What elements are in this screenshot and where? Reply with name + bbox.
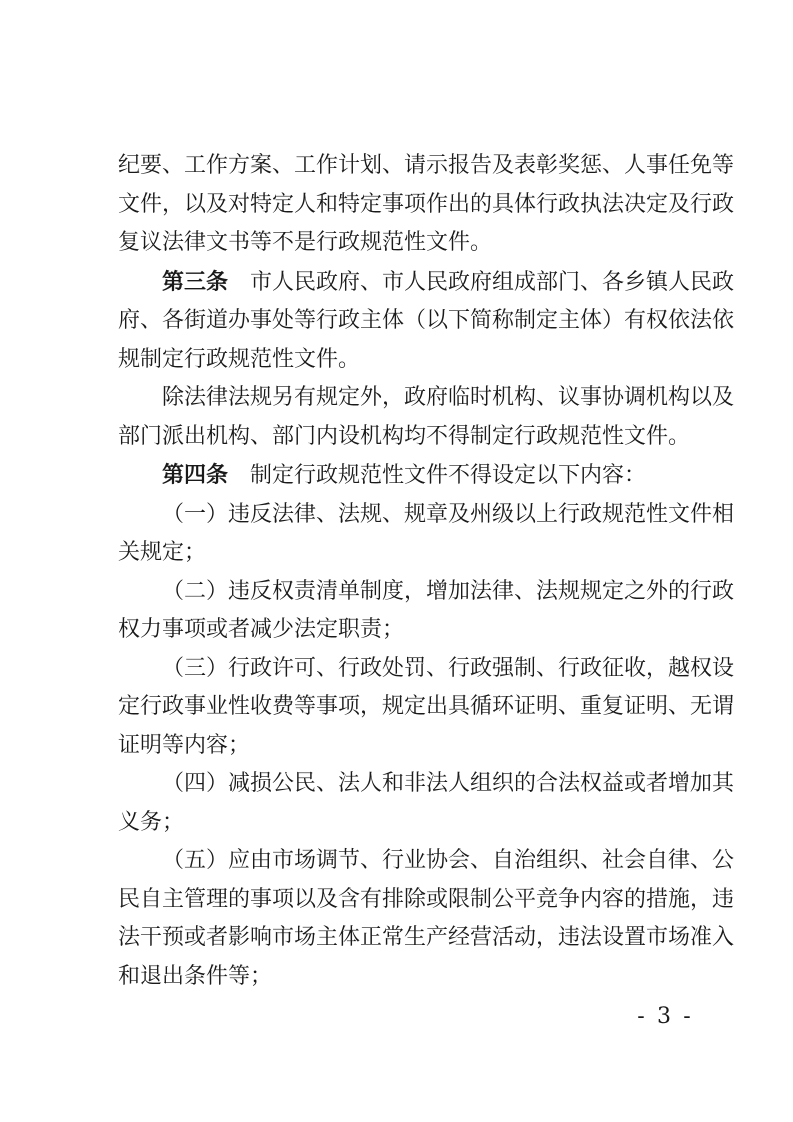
text-line: 复议法律文书等不是行政规范性文件。 [118,230,493,255]
article-3-text: 市人民政府、市人民政府组成部门、各乡镇人民政 [228,269,735,295]
text-line: 和退出条件等； [118,963,273,989]
article-4-line [118,456,690,496]
article-3-line [118,263,735,303]
text-line: 证明等内容； [118,732,251,758]
list-item-3: （三）行政许可、行政处罚、行政强制、行政征收，越权设 [162,655,735,681]
text-line: 法干预或者影响市场主体正常生产经营活动，违法设置市场准入 [118,925,735,950]
text-line: 部门派出机构、部门内设机构均不得制定行政规范性文件。 [118,423,691,449]
text-line: 文件，以及对特定人和特定事项作出的具体行政执法决定及行政 [118,191,735,217]
article-4-text: 制定行政规范性文件不得设定以下内容： [228,463,647,488]
page-number [635,1002,693,1032]
text-line: 规制定行政规范性文件。 [118,346,361,372]
text-line: 定行政事业性收费等事项，规定出具循环证明、重复证明、无谓 [118,694,735,719]
body-text [118,147,735,996]
list-item-5: （五）应由市场调节、行业协会、自治组织、社会自律、公 [162,848,735,873]
text-line: 权力事项或者减少法定职责； [118,617,405,642]
text-line: 关规定； [118,540,207,565]
list-item-4: （四）减损公民、法人和非法人组织的合法权益或者增加其 [162,771,735,796]
list-item-2: （二）违反权责清单制度，增加法律、法规规定之外的行政 [162,578,735,604]
page-number-dash-right: - [683,1004,691,1029]
article-4-heading: 第四条 [162,462,229,488]
text-line: 府、各街道办事处等行政主体（以下简称制定主体）有权依法依 [118,308,735,333]
list-item-1: （一）违反法律、法规、规章及州级以上行政规范性文件相 [162,501,735,527]
article-3-heading: 第三条 [162,268,229,295]
page-number-value: 3 [657,1004,671,1029]
page-number-dash-left: - [637,1004,645,1029]
text-line: 义务； [118,809,185,835]
text-line: 民自主管理的事项以及含有排除或限制公平竞争内容的措施，违 [118,886,735,912]
text-line: 除法律法规另有规定外，政府临时机构、议事协调机构以及 [162,385,735,410]
text-line: 纪要、工作方案、工作计划、请示报告及表彰奖惩、人事任免等 [118,153,735,178]
